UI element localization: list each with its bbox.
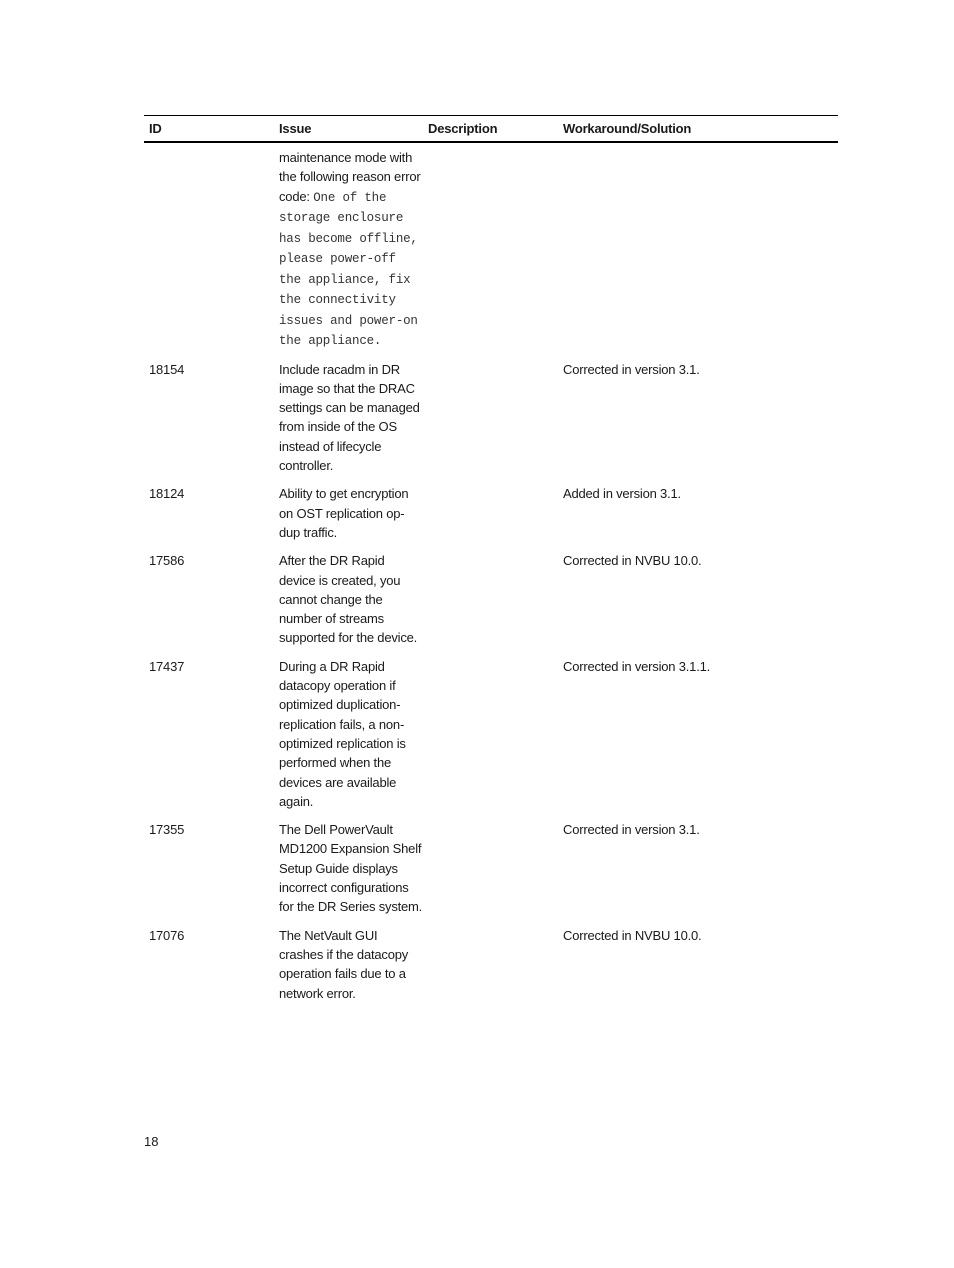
- table-row-continued: [144, 143, 838, 351]
- row-description: [428, 657, 563, 811]
- row-issue: During a DR Rapid datacopy operation if optimized duplication-replication fails, a non-optimized replication is performed when the devices are available again.: [279, 658, 406, 809]
- row-issue-cell: [279, 148, 428, 351]
- row-workaround: Corrected in version 3.1.1.: [563, 658, 711, 674]
- table-row: [144, 926, 838, 1003]
- row-id: 17437: [149, 658, 185, 674]
- row-issue: The Dell PowerVault MD1200 Expansion Shelf Setup Guide displays incorrect configurations for the DR Series system.: [279, 822, 423, 915]
- issues-table: [144, 115, 838, 1003]
- page-number: 18: [144, 1134, 159, 1149]
- row-workaround: Corrected in version 3.1.: [563, 822, 700, 838]
- row-id: 18124: [149, 486, 185, 502]
- table-row: [144, 360, 838, 476]
- row-description: [428, 360, 563, 476]
- row-description: [428, 551, 563, 647]
- row-id-cell: [144, 148, 279, 351]
- table-row: [144, 820, 838, 916]
- header-workaround: Workaround/Solution: [563, 121, 692, 136]
- table-row: [144, 551, 838, 647]
- header-issue: Issue: [279, 121, 312, 136]
- row-issue: Ability to get encryption on OST replication op-dup traffic.: [279, 486, 409, 540]
- row-workaround: Added in version 3.1.: [563, 486, 681, 502]
- row-description-cell: [428, 148, 563, 351]
- row-issue: Include racadm in DR image so that the DRAC settings can be managed from inside of the OS instead of lifecycle controller.: [279, 361, 420, 474]
- table-header: [144, 115, 838, 143]
- row-workaround-cell: [563, 148, 838, 351]
- table-row: [144, 657, 838, 811]
- row-issue: The NetVault GUI crashes if the datacopy operation fails due to a network error.: [279, 927, 409, 1001]
- row-id: 18154: [149, 361, 185, 377]
- table-row: [144, 484, 838, 542]
- header-description: Description: [428, 121, 498, 136]
- row-id: 17586: [149, 553, 185, 569]
- row-workaround: Corrected in NVBU 10.0.: [563, 927, 702, 943]
- row-description: [428, 820, 563, 916]
- error-code-text: One of the storage enclosure has become offline, please power-off the appliance, fix the connectivity issues and power-on the appliance.: [279, 190, 418, 349]
- row-issue: After the DR Rapid device is created, you cannot change the number of streams supported for the device.: [279, 553, 418, 646]
- row-description: [428, 926, 563, 1003]
- row-description: [428, 484, 563, 542]
- header-id: ID: [149, 121, 162, 136]
- row-workaround: Corrected in version 3.1.: [563, 361, 700, 377]
- row-id: 17355: [149, 822, 185, 838]
- row-workaround: Corrected in NVBU 10.0.: [563, 553, 702, 569]
- continued-issue-text: maintenance mode with the following reason error code:: [279, 150, 421, 204]
- row-id: 17076: [149, 927, 185, 943]
